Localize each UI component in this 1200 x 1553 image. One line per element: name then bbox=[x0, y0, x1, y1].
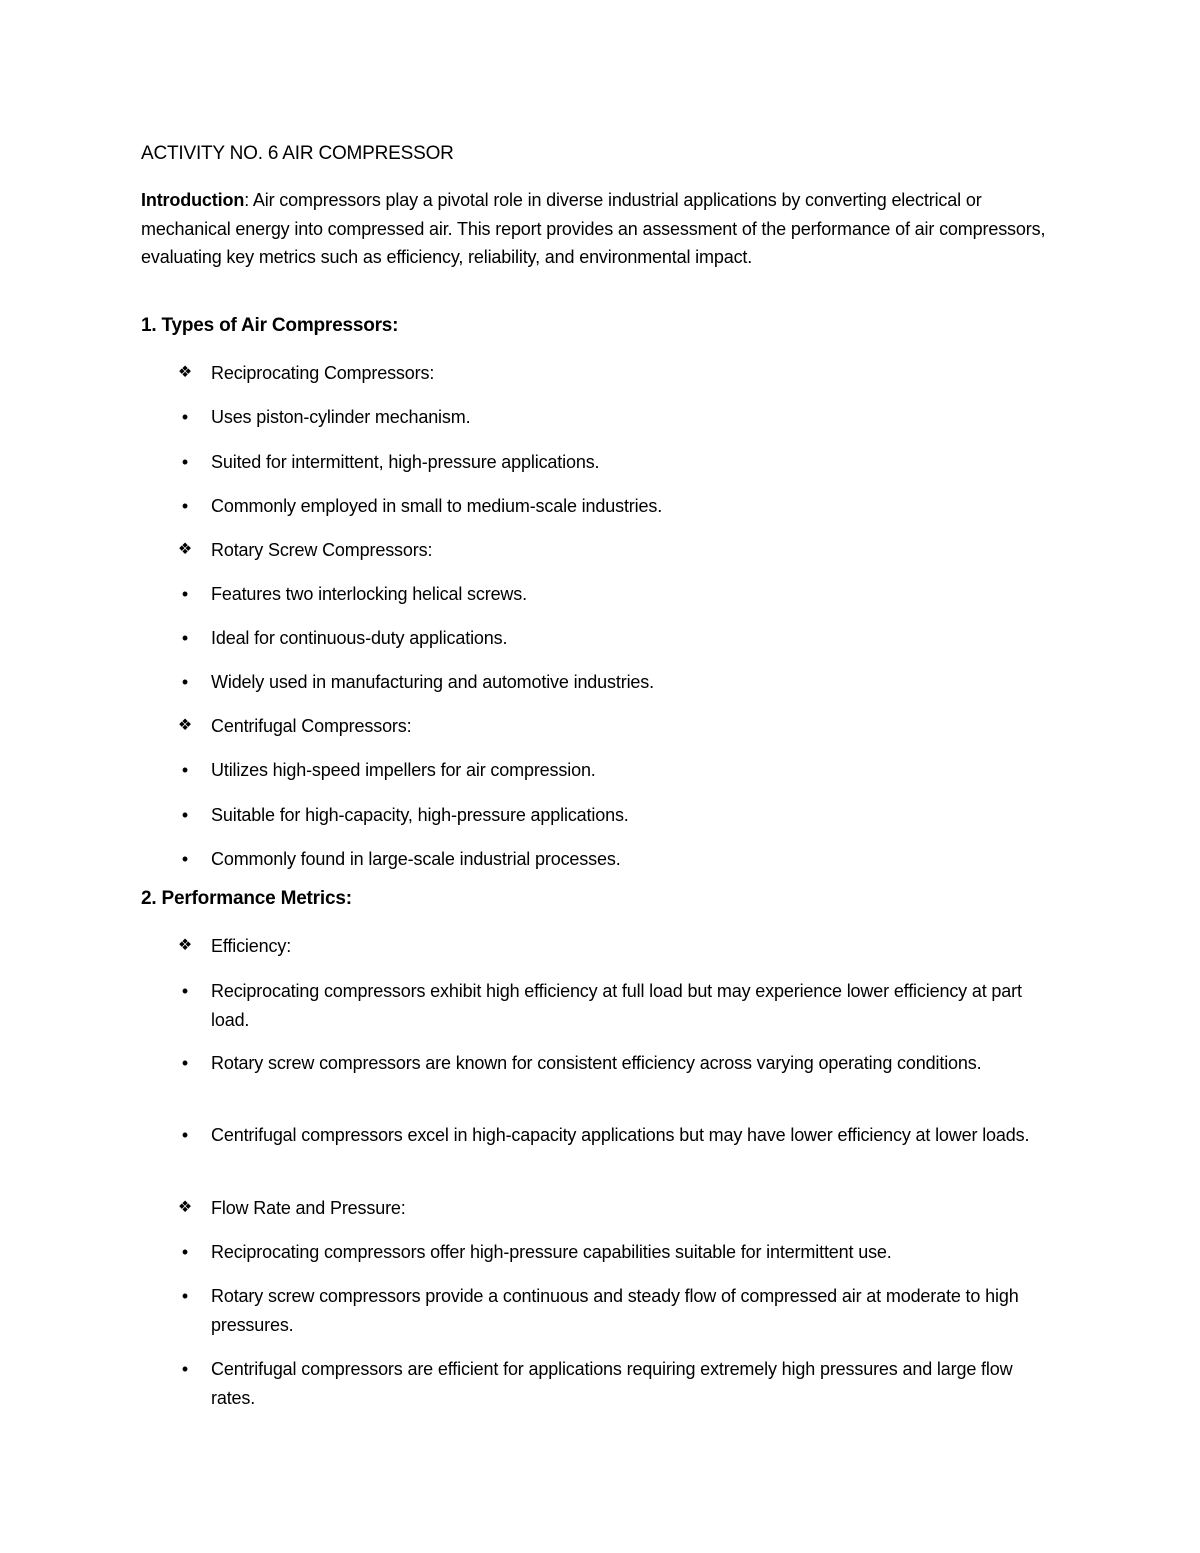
list-item-text: Commonly employed in small to medium-scale industries. bbox=[211, 496, 663, 516]
list-item-text: Rotary Screw Compressors: bbox=[211, 540, 433, 560]
list-item-text: Uses piston-cylinder mechanism. bbox=[211, 407, 471, 427]
bullet-icon: • bbox=[181, 760, 189, 780]
bullet-icon: • bbox=[181, 981, 189, 1001]
list-item-text: Centrifugal compressors excel in high-capacity applications but may have lower efficiency at lower loads. bbox=[211, 1125, 1030, 1145]
diamond-bullet-icon: ❖ bbox=[177, 364, 193, 381]
diamond-bullet-icon: ❖ bbox=[177, 541, 193, 558]
diamond-bullet-icon: ❖ bbox=[177, 717, 193, 734]
bullet-icon: • bbox=[181, 1359, 189, 1379]
list-item bbox=[174, 359, 1054, 388]
list-item-text: Suitable for high-capacity, high-pressure applications. bbox=[211, 805, 629, 825]
bullet-icon: • bbox=[181, 1242, 189, 1262]
list-item-text: Utilizes high-speed impellers for air compression. bbox=[211, 760, 596, 780]
list-item bbox=[174, 448, 1054, 477]
bullet-icon: • bbox=[181, 584, 189, 604]
bullet-icon: • bbox=[181, 1053, 189, 1073]
document-title: ACTIVITY NO. 6 AIR COMPRESSOR bbox=[141, 143, 454, 164]
list-item-text: Efficiency: bbox=[211, 936, 292, 956]
list-item-text: Widely used in manufacturing and automotive industries. bbox=[211, 672, 654, 692]
list-item bbox=[174, 1238, 1054, 1267]
introduction-lead: Introduction bbox=[141, 190, 245, 210]
list-item bbox=[174, 845, 1054, 874]
list-item-text: Commonly found in large-scale industrial processes. bbox=[211, 849, 621, 869]
list-item bbox=[174, 801, 1054, 830]
list-item bbox=[174, 624, 1054, 653]
introduction-paragraph bbox=[141, 186, 1071, 272]
list-item bbox=[174, 1049, 1054, 1078]
bullet-icon: • bbox=[181, 1286, 189, 1306]
bullet-icon: • bbox=[181, 805, 189, 825]
diamond-bullet-icon: ❖ bbox=[177, 937, 193, 954]
bullet-icon: • bbox=[181, 452, 189, 472]
list-item-text: Rotary screw compressors provide a continuous and steady flow of compressed air at moderate to high pressures. bbox=[211, 1286, 1019, 1335]
list-item-text: Reciprocating compressors offer high-pressure capabilities suitable for intermittent use. bbox=[211, 1242, 892, 1262]
list-item-text: Suited for intermittent, high-pressure applications. bbox=[211, 452, 600, 472]
list-item bbox=[174, 1194, 1054, 1223]
bullet-icon: • bbox=[181, 1125, 189, 1145]
list-item-text: Centrifugal compressors are efficient for applications requiring extremely high pressures and large flow rates. bbox=[211, 1359, 1013, 1408]
list-item bbox=[174, 977, 1054, 1034]
list-item bbox=[174, 668, 1054, 697]
section-heading-types: 1. Types of Air Compressors: bbox=[141, 315, 399, 336]
bullet-icon: • bbox=[181, 849, 189, 869]
bullet-icon: • bbox=[181, 672, 189, 692]
bullet-icon: • bbox=[181, 407, 189, 427]
list-item bbox=[174, 932, 1054, 961]
list-item bbox=[174, 1282, 1054, 1339]
introduction-text: : Air compressors play a pivotal role in diverse industrial applications by converting electrical or mechanical energy into compressed air. This report provides an assessment of the performance of air compressors, evaluating key metrics such as efficiency, reliability, and environmental impact. bbox=[141, 190, 1046, 267]
list-item-text: Ideal for continuous-duty applications. bbox=[211, 628, 508, 648]
bullet-icon: • bbox=[181, 628, 189, 648]
list-item bbox=[174, 756, 1054, 785]
list-item-text: Rotary screw compressors are known for consistent efficiency across varying operating conditions. bbox=[211, 1053, 982, 1073]
diamond-bullet-icon: ❖ bbox=[177, 1199, 193, 1216]
list-item bbox=[174, 403, 1054, 432]
section-heading-metrics: 2. Performance Metrics: bbox=[141, 888, 352, 909]
list-item-text: Reciprocating Compressors: bbox=[211, 363, 435, 383]
list-item-text: Features two interlocking helical screws. bbox=[211, 584, 527, 604]
list-item bbox=[174, 536, 1054, 565]
list-item bbox=[174, 492, 1054, 521]
list-item-text: Centrifugal Compressors: bbox=[211, 716, 412, 736]
list-item bbox=[174, 1355, 1054, 1412]
list-item-text: Flow Rate and Pressure: bbox=[211, 1198, 406, 1218]
list-item-text: Reciprocating compressors exhibit high efficiency at full load but may experience lower efficiency at part load. bbox=[211, 981, 1022, 1030]
list-item bbox=[174, 712, 1054, 741]
list-item bbox=[174, 1121, 1054, 1150]
bullet-icon: • bbox=[181, 496, 189, 516]
list-item bbox=[174, 580, 1054, 609]
